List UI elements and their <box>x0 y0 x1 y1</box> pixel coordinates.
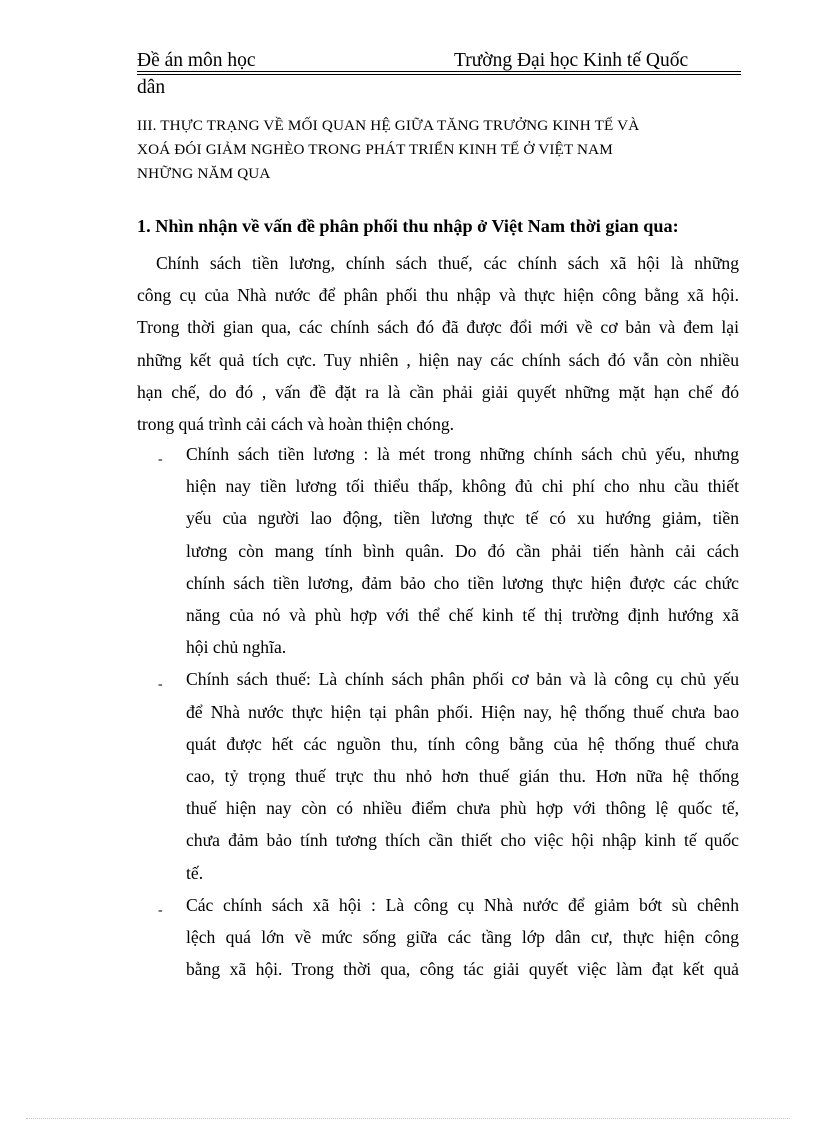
page-bottom-divider <box>26 1118 790 1119</box>
paragraph-line: trong quá trình cải cách và hoàn thiện chóng. <box>137 414 455 435</box>
bullet-line: Chính sách thuế: Là chính sách phân phối cơ bản và là công cụ chủ yếu <box>186 669 739 690</box>
bullet-line: bằng xã hội. Trong thời qua, công tác giải quyết việc làm đạt kết quả <box>186 959 739 980</box>
bullet-line: Chính sách tiền lương : là mét trong những chính sách chủ yếu, nhưng <box>186 444 739 464</box>
bullet-tax-policy <box>137 663 739 888</box>
intro-paragraph <box>137 247 739 440</box>
header-course-label: Đề án môn học <box>137 50 256 71</box>
dash-bullet-icon: - <box>158 902 163 918</box>
bullet-line: thuế hiện nay còn có nhiều điểm chưa phù hợp với thông lệ quốc tế, <box>186 798 739 819</box>
bullet-line: chưa đảm bảo tính tương thích cần thiết cho việc hội nhập kinh tế quốc <box>186 830 739 851</box>
bullet-wage-policy <box>137 438 739 663</box>
paragraph-line: Chính sách tiền lương, chính sách thuế, các chính sách xã hội là những <box>156 253 739 273</box>
bullet-line: cao, tỷ trọng thuế trực thu nhỏ hơn thuế gián thu. Hơn nữa hệ thống <box>186 766 739 787</box>
dash-bullet-icon: - <box>158 452 163 467</box>
bullet-line: quát được hết các nguồn thu, tính công bằng của hệ thống thuế chưa <box>186 733 739 754</box>
bullet-line: lương còn mang tính bình quân. Do đó cần phải tiến hành cải cách <box>186 540 739 561</box>
header-university-name: Trường Đại học Kinh tế Quốc <box>454 50 689 71</box>
bullet-line: Các chính sách xã hội : Là công cụ Nhà nước để giảm bớt sù chênh <box>186 894 739 915</box>
dash-bullet-icon: - <box>158 677 163 693</box>
section-heading-line: XOÁ ĐÓI GIẢM NGHÈO TRONG PHÁT TRIỂN KINH TẾ Ở VIỆT NAM <box>137 141 613 158</box>
bullet-line: hội chủ nghĩa. <box>186 637 287 658</box>
section-heading <box>137 114 737 186</box>
bullet-line: chính sách tiền lương, đảm bảo cho tiền lương thực hiện được các chức <box>186 572 739 593</box>
policy-bullet-list <box>137 438 739 985</box>
bullet-line: hiện nay tiền lương tối thiểu thấp, không đủ chi phí cho nhu cầu thiết <box>186 476 739 497</box>
header-university-continuation: dân <box>137 77 166 98</box>
bullet-line: tế. <box>186 862 204 883</box>
subsection-title: 1. Nhìn nhận về vấn đề phân phối thu nhập ở Việt Nam thời gian qua: <box>137 216 679 236</box>
bullet-line: để Nhà nước thực hiện tại phân phối. Hiện nay, hệ thống thuế chưa bao <box>186 701 739 722</box>
bullet-line: năng của nó và phù hợp với thể chế kinh tế thị trường định hướng xã <box>186 605 739 626</box>
paragraph-line: công cụ của Nhà nước để phân phối thu nhập và thực hiện công bằng xã hội. <box>137 285 739 306</box>
bullet-social-policy <box>137 889 739 986</box>
bullet-line: lệch quá lớn về mức sống giữa các tầng lớp dân cư, thực hiện công <box>186 927 739 948</box>
paragraph-line: những kết quả tích cực. Tuy nhiên , hiện nay các chính sách đó vẫn còn nhiều <box>137 349 739 370</box>
section-heading-line: NHỮNG NĂM QUA <box>137 165 271 182</box>
section-heading-line: III. THỰC TRẠNG VỀ MỐI QUAN HỆ GIỮA TĂNG TRƯỞNG KINH TẾ VÀ <box>137 117 640 134</box>
header-divider <box>137 71 741 75</box>
paragraph-line: hạn chế, do đó , vấn đề đặt ra là cần phải giải quyết những mặt hạn chế đó <box>137 381 739 402</box>
paragraph-line: Trong thời gian qua, các chính sách đó đã được đổi mới về cơ bản và đem lại <box>137 317 739 338</box>
bullet-line: yếu của người lao động, tiền lương thực tế có xu hướng giảm, tiền <box>186 508 739 529</box>
